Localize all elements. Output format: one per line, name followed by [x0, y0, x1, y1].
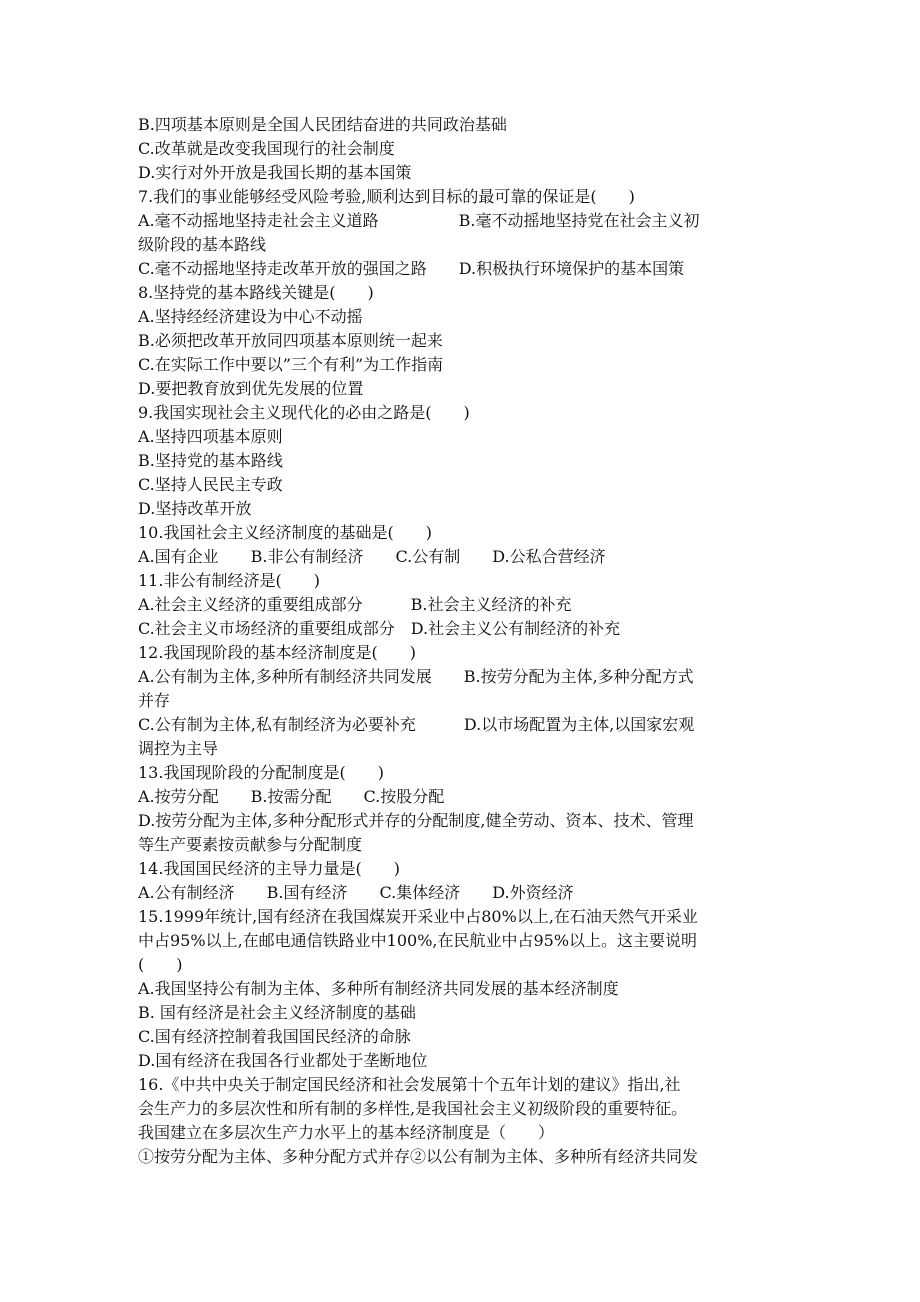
text-line: D.坚持改革开放: [138, 499, 252, 518]
text-line: A.坚持经经济建设为中心不动摇: [138, 307, 363, 326]
text-line: C.毫不动摇地坚持走改革开放的强国之路 D.积极执行环境保护的基本国策: [138, 259, 685, 278]
text-line: B.四项基本原则是全国人民团结奋进的共同政治基础: [138, 115, 507, 134]
text-line: A.公有制为主体,多种所有制经济共同发展 B.按劳分配为主体,多种分配方式: [138, 667, 694, 686]
text-line: B. 国有经济是社会主义经济制度的基础: [138, 1003, 416, 1022]
text-line: ( ): [138, 955, 183, 974]
text-line: 调控为主导: [138, 739, 219, 758]
question-15: 15.1999年统计,国有经济在我国煤炭开采业中占80%以上,在石油天然气开采业: [138, 907, 698, 926]
text-line: C.在实际工作中要以”三个有利”为工作指南: [138, 355, 444, 374]
text-line: 并存: [138, 691, 171, 710]
text-line: A.按劳分配 B.按需分配 C.按股分配: [138, 787, 445, 806]
text-line: 级阶段的基本路线: [138, 235, 267, 254]
question-13: 13.我国现阶段的分配制度是( ): [138, 763, 384, 782]
document-page: [138, 113, 798, 1169]
text-line: C.改革就是改变我国现行的社会制度: [138, 139, 395, 158]
text-line: C.社会主义市场经济的重要组成部分 D.社会主义公有制经济的补充: [138, 619, 621, 638]
text-line: 中占95%以上,在邮电通信铁路业中100%,在民航业中占95%以上。这主要说明: [138, 931, 698, 950]
text-line: 等生产要素按贡献参与分配制度: [138, 835, 363, 854]
text-line: D.按劳分配为主体,多种分配形式并存的分配制度,健全劳动、资本、技术、管理: [138, 811, 694, 830]
text-line: 会生产力的多层次性和所有制的多样性,是我国社会主义初级阶段的重要特征。: [138, 1099, 688, 1118]
text-line: D.要把教育放到优先发展的位置: [138, 379, 364, 398]
text-line: A.坚持四项基本原则: [138, 427, 283, 446]
text-line: C.公有制为主体,私有制经济为必要补充 D.以市场配置为主体,以国家宏观: [138, 715, 695, 734]
text-line: A.国有企业 B.非公有制经济 C.公有制 D.公私合营经济: [138, 547, 606, 566]
question-8: 8.坚持党的基本路线关键是( ): [138, 283, 374, 302]
question-7: 7.我们的事业能够经受风险考验,顺利达到目标的最可靠的保证是( ): [138, 187, 635, 206]
text-line: A.公有制经济 B.国有经济 C.集体经济 D.外资经济: [138, 883, 574, 902]
text-line: D.实行对外开放是我国长期的基本国策: [138, 163, 412, 182]
text-line: ①按劳分配为主体、多种分配方式并存②以公有制为主体、多种所有经济共同发: [138, 1147, 699, 1166]
question-12: 12.我国现阶段的基本经济制度是( ): [138, 643, 416, 662]
question-9: 9.我国实现社会主义现代化的必由之路是( ): [138, 403, 470, 422]
text-line: A.社会主义经济的重要组成部分 B.社会主义经济的补充: [138, 595, 572, 614]
text-line: B.坚持党的基本路线: [138, 451, 283, 470]
text-line: C.国有经济控制着我国国民经济的命脉: [138, 1027, 411, 1046]
question-14: 14.我国国民经济的主导力量是( ): [138, 859, 400, 878]
text-line: A.毫不动摇地坚持走社会主义道路 B.毫不动摇地坚持党在社会主义初: [138, 211, 700, 230]
question-10: 10.我国社会主义经济制度的基础是( ): [138, 523, 432, 542]
text-line: 我国建立在多层次生产力水平上的基本经济制度是（ ）: [138, 1123, 555, 1142]
text-line: A.我国坚持公有制为主体、多种所有制经济共同发展的基本经济制度: [138, 979, 619, 998]
text-line: C.坚持人民民主专政: [138, 475, 283, 494]
text-line: D.国有经济在我国各行业都处于垄断地位: [138, 1051, 428, 1070]
question-16: 16.《中共中央关于制定国民经济和社会发展第十个五年计划的建议》指出,社: [138, 1075, 681, 1094]
text-line: B.必须把改革开放同四项基本原则统一起来: [138, 331, 443, 350]
question-11: 11.非公有制经济是( ): [138, 571, 320, 590]
